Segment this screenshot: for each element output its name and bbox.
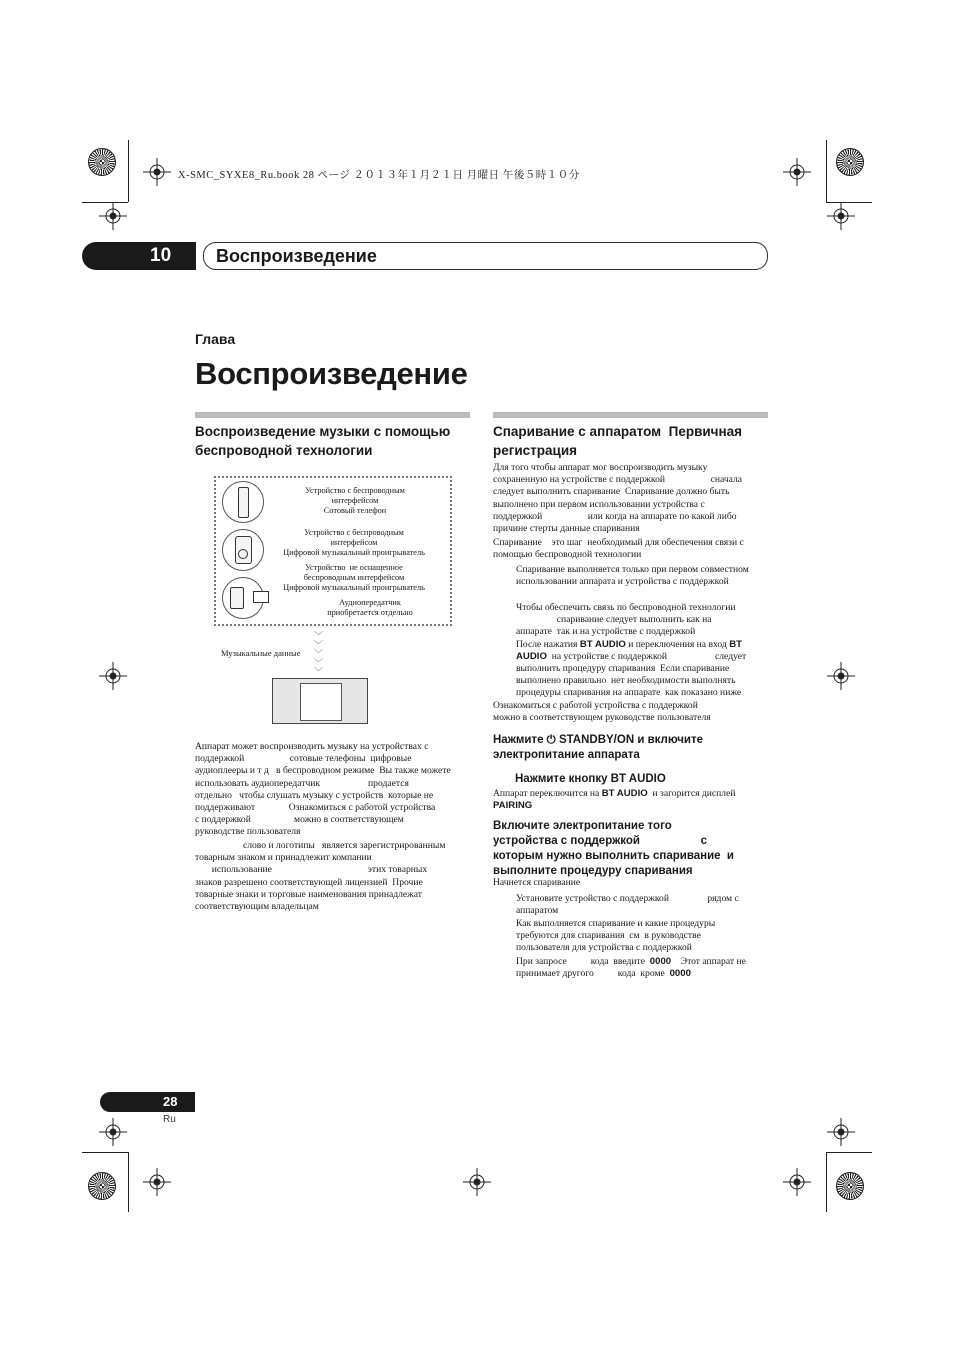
step-2-text-line2: PAIRING [493, 800, 533, 811]
registration-mark-icon [463, 1168, 491, 1196]
page-title: Воспроизведение [195, 356, 468, 391]
chapter-label: Глава [195, 331, 236, 347]
color-rosette-icon [88, 148, 116, 176]
color-rosette-icon [88, 1172, 116, 1200]
page-language: Ru [163, 1114, 176, 1125]
pairing-note-2: Чтобы обеспечить связь по беспроводной технологии спаривание следует выполнить как на аппарате так и на устройстве с поддержкой [516, 602, 736, 638]
page-tab [100, 1092, 195, 1112]
registration-mark-icon [827, 1118, 855, 1146]
section-rule [195, 412, 470, 418]
bullet-2: Как выполняется спаривание и какие процедуры требуются для спаривания см в руководстве пользователя для устройства с поддержкой [516, 918, 716, 954]
bullet-1: Установите устройство с поддержкой рядом с аппаратом [516, 893, 739, 917]
pairing-note-3-line1: После нажатия BT AUDIO и переключения на вход BT [516, 639, 742, 650]
registration-mark-icon [783, 1168, 811, 1196]
color-rosette-icon [836, 1172, 864, 1200]
registration-mark-icon [99, 662, 127, 690]
section-title-wireless: Воспроизведение музыки с помощью беспроводной технологии [195, 424, 451, 458]
diagram-label-nonwireless: Устройство не оснащенное беспроводным интерфейсом Цифровой музыкальный проигрыватель [283, 563, 425, 592]
bullet-3-line1: При запросе кода введите 0000 Этот аппарат не [516, 956, 746, 967]
registration-mark-icon [99, 202, 127, 230]
chapter-number: 10 [150, 245, 172, 266]
pairing-note-1: Спаривание выполняется только при первом совместном использовании аппарата и устройства с поддержкой [516, 564, 749, 588]
step-3-text: Начнется спаривание [493, 877, 581, 888]
trademark-paragraph: слово и логотипы является зарегистрированным товарным знаком и принадлежит компании использование этих товарных знаков разрешено соответствующей лицензией Прочие товарные знаки и торговые наименования принадлежат соответствующим владельцам [195, 840, 446, 913]
phone-icon [222, 481, 264, 523]
step-3: Включите электропитание того устройства с поддержкой с которым нужно выполнить спаривание и выполните процедуру спаривания [493, 820, 735, 877]
chapter-tab [82, 242, 196, 270]
registration-mark-icon [99, 1118, 127, 1146]
pairing-note-3-rest: выполнить процедуру спаривания Если спаривание выполнено правильно нет необходимости выполнять процедуры спаривания на аппарате как показано ниже [516, 663, 742, 699]
transmitter-icon [253, 591, 269, 603]
diagram-label-phone: Устройство с беспроводным интерфейсом Сотовый телефон [305, 486, 405, 515]
intro-paragraph: Аппарат может воспроизводить музыку на устройствах с поддержкой сотовые телефоны цифровые аудиоплееры и т д в беспроводном режиме Вы также можете использовать аудиопередатчик продается отдельно чтобы слушать музыку с устройств которые не поддерживают Ознакомиться с работой устройства с поддержкой можно в соответствующем руководстве пользователя [195, 741, 451, 838]
registration-mark-icon [827, 662, 855, 690]
section-title-pairing: Спаривание с аппаратом Первичная регистрация [493, 424, 743, 458]
pairing-definition: Спаривание это шаг необходимый для обеспечения связи с помощью беспроводной технологии [493, 537, 744, 561]
chapter-title: Воспроизведение [216, 246, 377, 266]
registration-mark-icon [827, 202, 855, 230]
pairing-note-3-line2: AUDIO на устройстве с поддержкой следует [516, 651, 747, 662]
step-1: Нажмите ⏻ STANDBY/ON и включите электропитание аппарата [493, 734, 704, 761]
diagram-label-player: Устройство с беспроводным интерфейсом Цифровой музыкальный проигрыватель [283, 528, 425, 557]
registration-mark-icon [143, 1168, 171, 1196]
diagram-label-transmitter: Аудиопередатчик приобретается отдельно [327, 598, 413, 617]
page-number: 28 [163, 1094, 178, 1109]
pairing-manual-note: Ознакомиться с работой устройства с поддержкой можно в соответствующем руководстве пользователя [493, 700, 711, 724]
bullet-3-line2: принимает другого кода кроме 0000 [516, 968, 691, 979]
step-2-text-line1: Аппарат переключится на BT AUDIO и загорится дисплей [493, 788, 736, 799]
color-rosette-icon [836, 148, 864, 176]
section-rule [493, 412, 768, 418]
audio-system-icon [272, 678, 368, 724]
registration-mark-icon [783, 158, 811, 186]
registration-mark-icon [143, 158, 171, 186]
signal-arrows-icon: ﹀ ﹀ ﹀ ﹀ ﹀ [314, 631, 324, 677]
music-player-icon [222, 529, 264, 571]
print-header: X-SMC_SYXE8_Ru.book 28 ページ ２０１３年１月２１日 月曜日 午後５時１０分 [178, 170, 580, 181]
pairing-paragraph: Для того чтобы аппарат мог воспроизводить музыку сохраненную на устройстве с поддержкой сначала следует выполнить спаривание Спаривание должно быть выполнено при первом использовании устройства с поддержкой или когда на аппарате по какой либо причине стерты данные спаривания [493, 462, 743, 535]
step-2: Нажмите кнопку BT AUDIO [515, 773, 666, 785]
music-data-label: Музыкальные данные [221, 648, 301, 658]
